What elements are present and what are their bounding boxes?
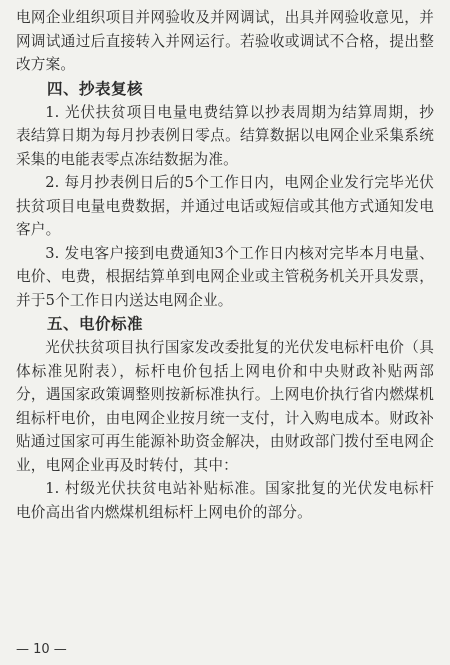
body-paragraph: 1. 村级光伏扶贫电站补贴标准。国家批复的光伏发电标杆电价高出省内燃煤机组标杆上网电价的部分。 bbox=[16, 480, 434, 521]
body-paragraph: 3. 发电客户接到电费通知3个工作日内核对完毕本月电量、电价、电费，根据结算单到电网企业或主管税务机关开具发票，并于5个工作日内送达电网企业。 bbox=[16, 244, 434, 309]
body-paragraph: 1. 光伏扶贫项目电量电费结算以抄表周期为结算周期，抄表结算日期为每月抄表例日零点。结算数据以电网企业采集系统采集的电能表零点冻结数据为准。 bbox=[16, 103, 434, 168]
page-number: — 10 — bbox=[16, 642, 67, 657]
body-paragraph: 2. 每月抄表例日后的5个工作日内，电网企业发行完毕光伏扶贫项目电量电费数据，并通过电话或短信或其他方式通知发电客户。 bbox=[16, 174, 434, 238]
body-paragraph: 电网企业组织项目并网验收及并网调试，出具并网验收意见，并网调试通过后直接转入并网运行。若验收或调试不合格，提出整改方案。 bbox=[16, 9, 434, 73]
section-heading: 四、抄表复核 bbox=[47, 78, 144, 98]
section-heading: 五、电价标准 bbox=[47, 314, 144, 333]
body-paragraph: 光伏扶贫项目执行国家发改委批复的光伏发电标杆电价（具体标准见附表），标杆电价包括上网电价和中央财政补贴两部分，遇国家政策调整则按新标准执行。上网电价执行省内燃煤机组标杆电价，由电网企业按月统一支付，计入购电成本。财政补贴通过国家可再生能源补助资金解决，由财政部门拨付至电网企业，电网企业再及时转付，其中： bbox=[16, 339, 434, 474]
